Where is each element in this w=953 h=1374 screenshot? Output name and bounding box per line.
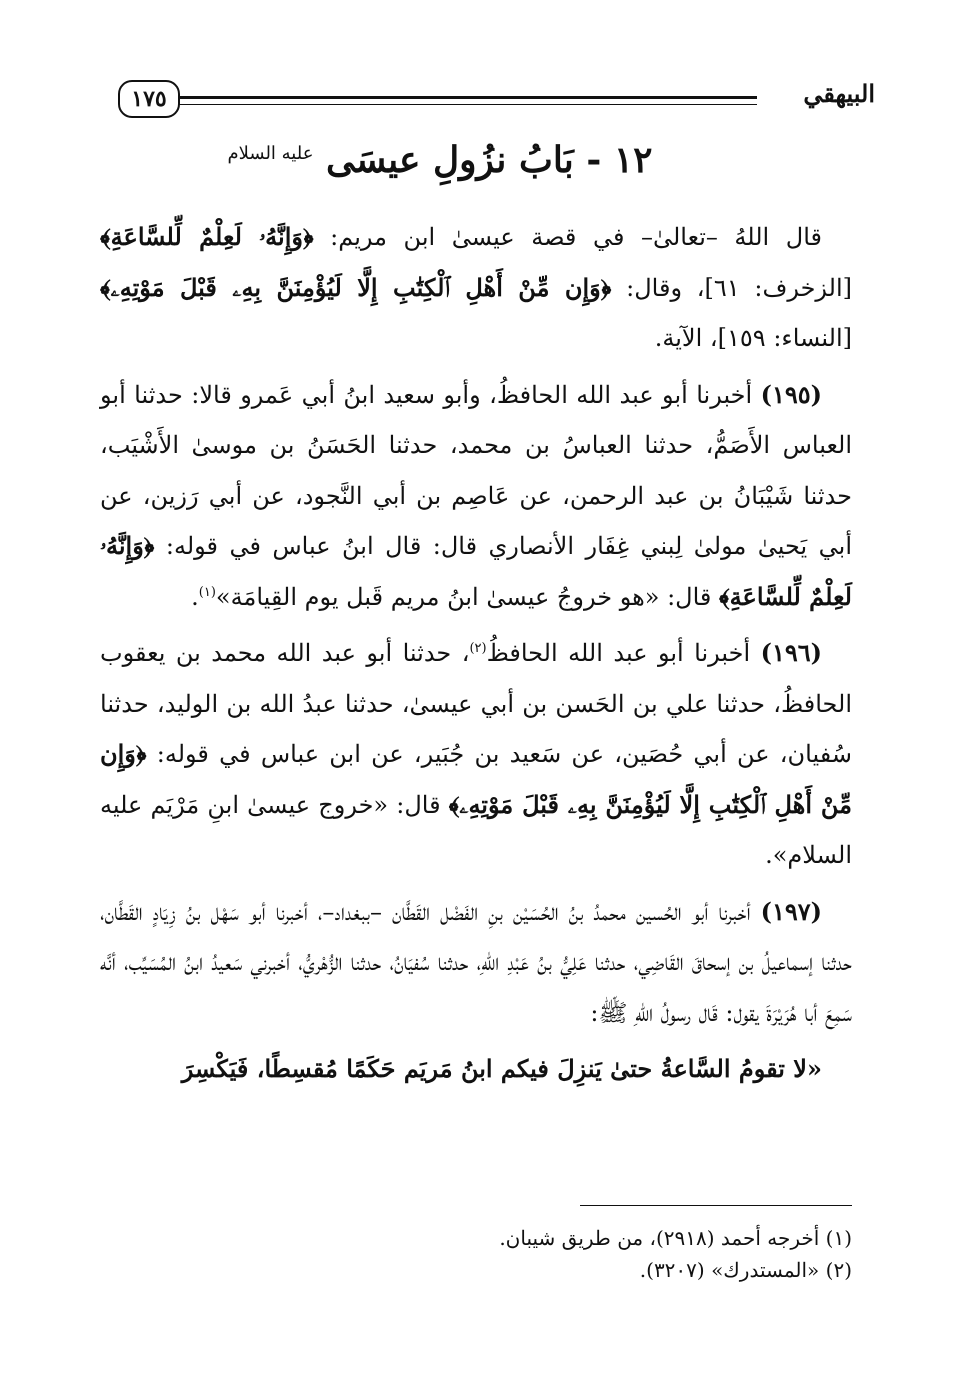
chapter-title: ١٢ - بَابُ نزُولِ عيسَى bbox=[325, 139, 653, 181]
paragraph-text: [الزخرف: ٦١]، وقال: bbox=[611, 273, 853, 302]
paragraph-text: أخبرنا أبو عبد الله الحافظُ bbox=[486, 639, 761, 667]
chapter-heading bbox=[180, 124, 700, 184]
footnote-2: (٢) «المستدرك» (٣٢٠٧). bbox=[639, 1258, 852, 1282]
paragraph-text: قال: «هو خروجُ عيسىٰ ابنُ مريم قَبل يوم القِيامَة» bbox=[215, 582, 720, 611]
page-number: ١٧٥ bbox=[118, 80, 180, 118]
paragraph-text: قال اللهُ –تعالىٰ– في قصة عيسىٰ ابن مريم: bbox=[313, 223, 822, 251]
hadith-number: (١٩٧) bbox=[760, 896, 822, 926]
footnote-1: (١) أخرجه أحمد (٢٩١٨)، من طريق شيبان. bbox=[499, 1226, 852, 1250]
paragraph bbox=[100, 887, 852, 1039]
hadith-number: (١٩٥) bbox=[760, 379, 822, 409]
paragraph bbox=[100, 628, 852, 881]
paragraph-text: [النساء: ١٥٩]، الآية. bbox=[654, 324, 852, 352]
paragraph-text: قال: «خروج عيسىٰ ابنِ مَرْيَم عليه السلام». bbox=[100, 790, 852, 869]
quran-verse: ﴿وَإِنَّهُۥ لَعِلْمٌ لِّلسَّاعَةِ﴾ bbox=[100, 222, 314, 251]
page-header bbox=[110, 76, 875, 124]
hadith-number: (١٩٦) bbox=[760, 638, 822, 667]
footnote-rule bbox=[580, 1205, 852, 1206]
footnote-marker: (١) bbox=[198, 584, 216, 600]
paragraph bbox=[100, 370, 852, 623]
quran-verse: ﴿وَإِن مِّنْ أَهْلِ ٱلْكِتَٰبِ إِلَّا لَيُؤْمِنَنَّ بِهِۦ قَبْلَ مَوْتِهِۦ﴾ bbox=[100, 272, 612, 302]
paragraph-text: أخبرنا أبو عبد الله الحافظُ، وأبو سعيد ابنُ أبي عَمرو قالا: حدثنا أبو العباس الأَصَمُّ، حدثنا العباسُ بن محمد، حدثنا الحَسَنُ بن موسىٰ الأَشْيَب، حدثنا شَيْبَانُ بن عبد الرحمن، عن عَاصِم بن أبي النَّجود، عن أبي رَزين، عن أبي يَحيىٰ مولىٰ لِبني غِفَار الأنصاري قال: قال ابنُ عباس في قوله: bbox=[100, 380, 852, 560]
running-title: البيهقي bbox=[803, 79, 875, 108]
quran-verse: ﴿وَإِن مِّنْ أَهْلِ ٱلْكِتَٰبِ إِلَّا لَيُؤْمِنَنَّ بِهِۦ قَبْلَ مَوْتِهِۦ﴾ bbox=[100, 739, 852, 819]
header-rule bbox=[172, 96, 757, 105]
paragraph bbox=[100, 212, 852, 364]
paragraph-text: أخبرنا أبو الحُسين محمدُ بنُ الحُسَيْن بنِ الفَضْل القَطَّان –ببغداد–، أخبرنا أبو سَهْل بنُ زِيَادٍ القَطَّان، حدثنا إسماعيلُ بن إسحاقَ القَاضِي، حدثنا عَلِيُّ بنُ عَبْدِ اللهِ، حدثنا سُفيَانُ، حدثنا الزُّهْريُّ، أخبرني سَعيدُ ابنُ المُسَيِّب، أنَّه سَمِعَ أبا هُرَيْرَةَ يقول: قَال رسولُ اللهِ ﷺ: bbox=[100, 897, 853, 1027]
paragraph bbox=[100, 1044, 852, 1095]
paragraph-text: ، حدثنا أبو عبد الله محمد بن يعقوب الحافظُ، حدثنا علي بن الحَسن بن أبي عيسىٰ، حدثنا عبدُ الله بن الوليد، حدثنا سُفيان، عن أبي حُصَين، عن سَعيد بن جُبَير، عن ابن عباس في قوله: bbox=[100, 639, 852, 768]
quran-verse: ﴿وَإِنَّهُۥ لَعِلْمٌ لِّلسَّاعَةِ﴾ bbox=[100, 531, 852, 611]
footnotes bbox=[300, 1222, 852, 1286]
hadith-text: «لا تقومُ السَّاعةُ حتىٰ يَنزِلَ فيكم ابنُ مَريَم حَكَمًا مُقسِطًا، فَيَكْسِرَ bbox=[181, 1054, 822, 1083]
footnote-marker: (٢) bbox=[469, 641, 487, 656]
body-text bbox=[100, 212, 852, 1101]
paragraph-text: . bbox=[191, 582, 199, 611]
chapter-honorific: عليه السلام bbox=[227, 143, 314, 164]
